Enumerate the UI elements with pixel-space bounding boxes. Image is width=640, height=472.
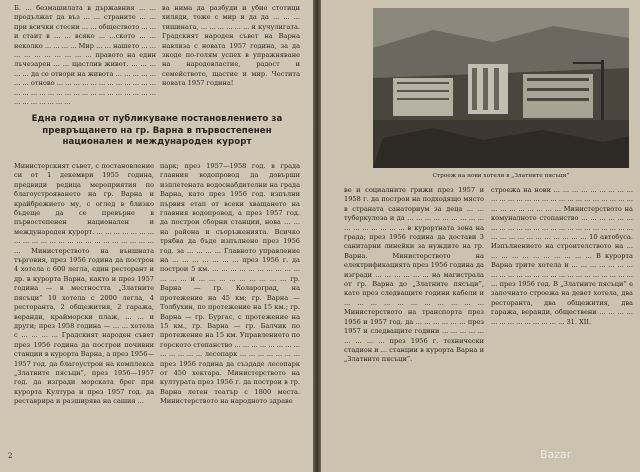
article-column-1 <box>14 162 154 452</box>
watermark-logo: Bazar <box>540 448 572 461</box>
intro-column-left <box>14 4 156 107</box>
intro-text-left: Б. ... безмашилата в държавния ... ... продължат да въз ... ... страните ... ... при всички стесни ... ... обществото ... ... и стаит в ... ... всяко ... ...ското ... ... неколко ... ... ... ... Мир ... ... нашето ... ... ... ... ... ... ... ... ... ... правото на един лъчезарен ... ... щастлив живот. ... ... ... ... ... да се отвори на живота ... ... ... ... ... ... ... отново ... ... ... ... ... ... ... ... ... ... ... ... ... ... ... ... ... ... ... ... ... ... ... ... ... ... ... ... ... ... ... ... ... ... ... ... <box>14 4 156 107</box>
article-text-2: парк; през 1957—1958 год. в града главния водопровод да довърши изплетената водоснабдителни на града Варна, като през 1956 год. изпълни първия етап от всеки хващането на главния водопровод, а през 1957 год. да построи сборни станции, нова ... ... на района и съоръженията. Всичко трябва да бъде изпълнено през 1956 год. за ... ... ... ... Главното управление на ... ... ... ... ... ... ... през 1956 г. да построи 5 км. ... ... ... ... ... ... ... ... ... ... ... ... ... и ... ... ... ... ... ... ... ... ... гр. Варна — гр. Колароград, на протежение на 45 км; гр. Варна — Толбухин, по протежение на 15 км.; гр. Варна — гр. Бургас, с протежение на 15 км., гр. Варна — гр. Балчик по протежение на 15 км. Управлението по горското стопанство ... ... ... ... ... ... ... ... ... ... ... ... ... лесопарк ... ... ... ... ... ... ... през 1956 година да създаде лесопарк от 450 хектара. Министерството на културата през 1956 г. да построи в гр. Варна летен театър с 1800 места. Министерството на народното здраве <box>160 162 300 406</box>
right-page <box>321 0 640 472</box>
right-text-1: ве и социалните грижи през 1957 и 1958 г. да построи на подходящо място в страната санаториум за деца ... ... туберкулоза и да ... ... ... ... ... ... ... ... ... ... ... ... ... ... ... ... в курортната зона на града; през 1956 година да достави 3 санитарни линейки за нуждите на гр. Варна. Министерството на електрификацията през 1956 година да изгради ... ... ... ... ... ... на магистрала от гр. Варна до „Златните пясъци”, като през следващите години кабели и ... ... ... ... ... ... ... ... ... ... ... Министерството на транспорта през 1956 и 1957 год. да ... ... ... ... ... ... през 1957 и следващите години ... ... ... ... ... ... ... ... ... през 1956 г. технически стадион и ... станции в курорта Варна и „Златните пясъци”. <box>344 186 484 364</box>
right-column-1 <box>344 186 484 456</box>
photo-caption: Строеж на нови хотели в „Златните пясъци” <box>432 173 570 179</box>
book-gutter <box>313 0 321 472</box>
article-title: Една година от публикуване постановлението за превръщането на гр. Варна в първостепенен национален и международен курорт <box>31 114 283 147</box>
right-text-2: строежа на нови ... ... ... ... ... ... ... ... ... ... ... ... ... ... ... ... ... ... ... ... ... ... ... ... ... ... ... ... ... ... ... ... ... ... Министерството на комуналното стопанство ... ... ... ... ... ... ... ... ... ... ... ... ... ... ... ... ... ... ... ... ... ... ... ... ... ... ... ... ... ... ... ... ... ... 10 автобуса. Изпълнението на строителството на ... ... ... ... ... ... ... ... ... ... ... В курорта Варна трите хотела и ... ... ... ... ... ... ... ... ... ... ... ... ... ... ... ... ... ... ... ... ... ... ... ... ... през 1956 год. В „Златните пясъци” е започнато строежа на девет хотела, два ресторанта, два общежития, два гаража, веранди, обществени ... ... ... ... ... ... ... ... ... ... ... ... ... 31. XII. <box>491 186 633 326</box>
article-text-1: Министерският съвет, с постановление си от 1 декември 1955 година, предвиди редица мероприятия по благоустрояването на гр. Варна и крайбрежието му, с оглед в близко бъдеще да се превърне в първостепенен национален и международен курорт. ... ... ... ... ... ... ... ... ... ... ... ... ... ... ... ... ... ... ... ... ... ... ... ... Министерството на външната търговия, през 1956 година да построи 4 хотела с 600 легла, един ресторант и др. в курорта Варна, както и през 1957 година — в местността „Златните пясъци” 10 хотела с 2000 легла, 4 ресторанта, 2 общежития, 2 гаража, веранди, крайморски плаж, ... ... и други; през 1958 година — ... ... хотела с ... ... ... ... Градският народен съвет през 1956 година да построи почивни станции в курорта Варна, а през 1956—1957 год. да благоустрои на комплекса „Златните пясъци”, през 1956—1957 год. да изгради морската брег при курорта Култура и през 1957 год. да реставрира и разширява на сашия ... <box>14 162 154 406</box>
intro-column-right <box>162 4 300 89</box>
construction-photo-art <box>373 8 629 168</box>
intro-text-right: ва нима да разбуди и убие стотици хиляди, тоже с мир и да да ... ... ... тишината, ... ... ... ... ... ... и кучулигата. Градският народен съвет на Варна навлиза с новата 1957 година, за да зкоде по-голям успех в упражняване на народовластие, радост и семейството, щастие и мир. Честита новата 1957 година! <box>162 4 300 88</box>
construction-photo <box>373 8 629 168</box>
right-column-2 <box>491 186 633 441</box>
article-column-2 <box>160 162 300 452</box>
left-page <box>0 0 313 472</box>
page-number: 2 <box>8 452 13 460</box>
